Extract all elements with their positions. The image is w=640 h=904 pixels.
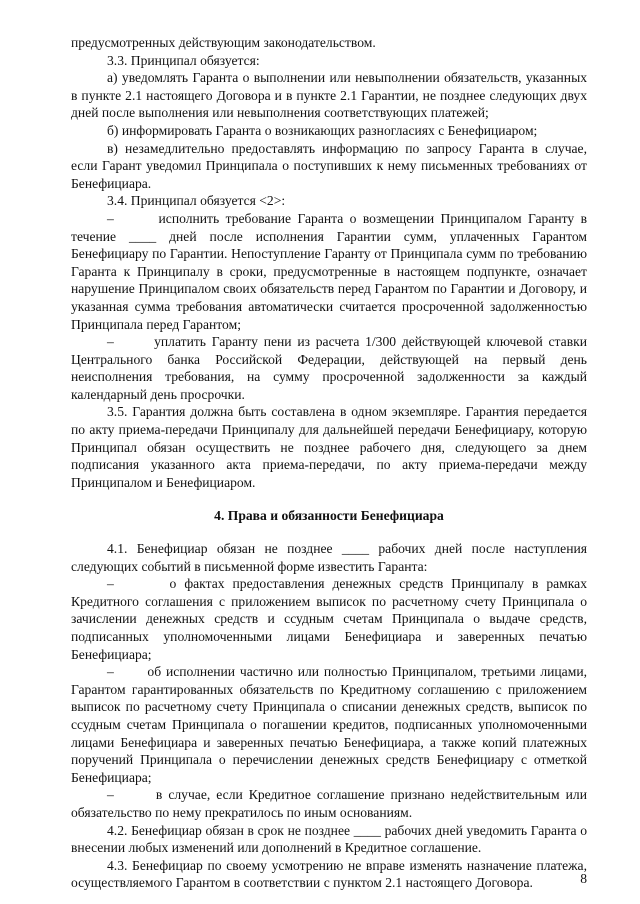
clause-4-2: 4.2. Бенефициар обязан в срок не позднее ____ рабочих дней уведомить Гаранта о внесении любых изменений или дополнений в Кредитное соглашение. bbox=[71, 822, 587, 856]
clause-3-3-a: а) уведомлять Гаранта о выполнении или невыполнении обязательств, указанных в пункте 2.1 настоящего Договора и в пункте 2.1 Гарантии, не позднее следующих двух дней после выполнения или невыполнения соответствующих платежей; bbox=[71, 70, 587, 121]
section-heading: 4. Права и обязанности Бенефициара bbox=[214, 508, 444, 524]
clause-3-4-title: 3.4. Принципал обязуется <2>: bbox=[107, 193, 286, 209]
clause-4-1-item-2: – об исполнении частично или полностью Принципалом, третьими лицами, Гарантом гарантированных обязательств по Кредитному соглашению с приложением выписок по расчетному счету Принципала о списании денежных средств, выписок по ссудным счетам Принципала о погашении кредитов, подписанных уполномоченными лицами Бенефициара и заверенных печатью Бенефициара, а также копий платежных поручений Принципала о перечислении денежных средств Бенефициару с отметкой Бенефициара; bbox=[71, 664, 587, 785]
clause-3-3-b: б) информировать Гаранта о возникающих разногласиях с Бенефициаром; bbox=[107, 122, 538, 138]
clause-3-3-c: в) незамедлительно предоставлять информацию по запросу Гаранта в случае, если Гарант уведомил Принципала о поступивших к нему письменных требованиях от Бенефициара. bbox=[71, 140, 587, 191]
paragraph-continuation: предусмотренных действующим законодательством. bbox=[71, 35, 376, 50]
page-number: 8 bbox=[580, 871, 587, 887]
clause-3-3-title: 3.3. Принципал обязуется: bbox=[107, 52, 260, 68]
clause-4-3: 4.3. Бенефициар по своему усмотрению не вправе изменять назначение платежа, осуществляемого Гарантом в соответствии с пунктом 2.1 настоящего Договора. bbox=[71, 857, 587, 891]
clause-4-1-item-1: – о фактах предоставления денежных средств Принципалу в рамках Кредитного соглашения с приложением выписок по расчетному счету Принципала о зачислении денежных средств и ссудным счетам Принципала о выдаче средств, подписанных уполномоченными лицами Бенефициара и заверенных печатью Бенефициара; bbox=[71, 576, 587, 662]
clause-4-1-item-3: – в случае, если Кредитное соглашение признано недействительным или обязательство по нему прекратилось по иным основаниям. bbox=[71, 787, 587, 820]
clause-3-5: 3.5. Гарантия должна быть составлена в одном экземпляре. Гарантия передается по акту приема-передачи Принципалу для дальнейшей передачи Бенефициару, которую Принципал обязан осуществить не позднее рабочего дня, следующего за днем подписания указанного акта приема-передачи, по акту приема-передачи между Принципалом и Бенефициаром. bbox=[71, 404, 587, 490]
clause-3-4-item-1: – исполнить требование Гаранта о возмещении Принципалом Гаранту в течение ____ дней после исполнения Гарантии сумм, уплаченных Гарантом Бенефициару по Гарантии. Непоступление Гаранту от Принципала сумм по требованию Гаранта к Принципалу в сроки, предусмотренные в настоящем подпункте, означает нарушение Принципалом своих обязательств перед Гарантом по Гарантии и Договору, и указанная сумма требования автоматически считается просроченной задолженностью Принципала перед Гарантом; bbox=[71, 210, 587, 332]
clause-3-4-item-2: – уплатить Гаранту пени из расчета 1/300 действующей ключевой ставки Центрального банка Российской Федерации, действующей на первый день неисполнения требования, на сумму просроченной задолженности за каждый календарный день просрочки. bbox=[71, 334, 587, 402]
clause-4-1: 4.1. Бенефициар обязан не позднее ____ рабочих дней после наступления следующих событий в письменной форме известить Гаранта: bbox=[71, 541, 587, 574]
